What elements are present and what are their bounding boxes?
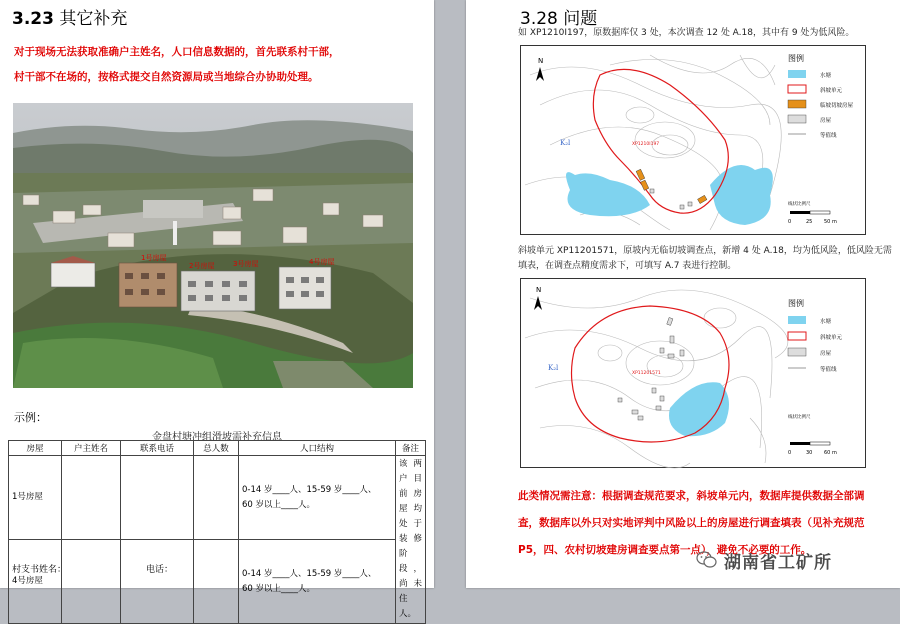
lithology-label: K₂l	[560, 139, 571, 147]
lithology-label: K₂l	[548, 364, 559, 372]
header-phone: 联系电话	[121, 441, 194, 456]
table-title: 金盘村塘冲组滑坡需补充信息	[152, 432, 282, 443]
legend-item: 房屋	[820, 351, 832, 357]
structure-cell	[239, 456, 396, 540]
structure-cell	[239, 540, 396, 624]
instruction-line-1: 对于现场无法获取准确户主姓名，人口信息数据的，首先联系村干部，	[14, 46, 340, 58]
house-cell: 4号房屋	[9, 540, 62, 624]
scale-title: 线状比例尺	[788, 202, 811, 207]
header-total: 总人数	[194, 441, 239, 456]
supplement-info-table	[8, 440, 426, 624]
legend-item: 水塘	[820, 319, 832, 325]
owner-cell	[62, 540, 121, 624]
slope-unit-id-label: XP11201571	[632, 371, 661, 376]
house-3	[181, 271, 255, 311]
legend-item: 斜坡单元	[820, 335, 843, 341]
structure-line: 0-14 岁____人、15-59 岁____人、	[242, 484, 377, 495]
aerial-village-photo	[13, 103, 413, 388]
header-owner: 户主姓名	[62, 441, 121, 456]
account-watermark	[696, 540, 896, 580]
legend-item: 斜坡单元	[820, 88, 843, 94]
section-number: 3.23	[12, 9, 54, 29]
total-cell	[194, 456, 239, 540]
instruction-line-2: 村干部不在场的，按格式提交自然资源局或当地综合办协助处理。	[14, 71, 319, 83]
svg-text:0: 0	[788, 450, 792, 456]
section-title: 其它补充	[59, 9, 128, 29]
svg-text:25: 25	[806, 219, 813, 225]
example-label: 示例：	[14, 411, 47, 424]
photo-label-4: 4号房屋	[309, 258, 335, 266]
phone-cell	[121, 540, 194, 624]
header-structure: 人口结构	[239, 441, 396, 456]
photo-label-2: 2号房屋	[189, 262, 215, 270]
watermark-text: 湖南省工矿所	[724, 552, 832, 573]
structure-line: 0-14 岁____人、15-59 岁____人、	[242, 568, 377, 579]
paragraph-2-line-2: 填表，在调查点精度需求下，可填写 A.7 表进行控制。	[518, 261, 737, 271]
svg-text:0: 0	[788, 219, 792, 225]
slope-unit-id-label: XP1210I197	[632, 142, 660, 147]
signature-phone-label: 电话：	[146, 565, 174, 575]
svg-text:30: 30	[806, 450, 813, 456]
left-document-page	[0, 0, 434, 619]
legend-item: 房屋	[820, 118, 832, 124]
legend-slope-swatch	[788, 332, 806, 340]
legend-water-swatch	[788, 70, 806, 78]
photo-label-1: 1号房屋	[141, 254, 167, 262]
svg-text:N: N	[536, 286, 542, 294]
svg-text:N: N	[538, 57, 544, 65]
wechat-icon	[696, 550, 718, 570]
phone-cell	[121, 456, 194, 540]
photo-label-3: 3号房屋	[233, 260, 259, 268]
house-4	[279, 267, 331, 309]
legend-slope-swatch	[788, 85, 806, 93]
legend-cut-house-swatch	[788, 100, 806, 108]
legend-item: 等值线	[820, 133, 837, 139]
section-heading-3-23	[12, 4, 127, 29]
legend-item: 临坡切坡房屋	[820, 103, 854, 109]
house-2	[119, 263, 177, 307]
table-row	[9, 540, 426, 624]
slope-unit-map-1	[520, 45, 866, 235]
legend-item: 水塘	[820, 73, 832, 79]
legend-title: 图例	[788, 299, 804, 308]
legend-house-swatch	[788, 348, 806, 356]
scale-title: 线状比例尺	[788, 415, 811, 420]
legend-water-swatch	[788, 316, 806, 324]
paragraph-2	[518, 244, 892, 274]
table-row	[9, 456, 426, 540]
structure-line: 60 岁以上____人。	[242, 499, 316, 510]
total-cell	[194, 540, 239, 624]
paragraph-2-line-1: 斜坡单元 XP11201571，原坡内无临切坡调查点，新增 4 处 A.18，均为低风险，低风险无需	[518, 246, 892, 256]
legend-item: 等值线	[820, 367, 837, 373]
header-house: 房屋	[9, 441, 62, 456]
slope-unit-map-2	[520, 278, 866, 468]
svg-text:60 m: 60 m	[824, 450, 837, 456]
legend-house-swatch	[788, 115, 806, 123]
structure-line: 60 岁以上____人。	[242, 583, 316, 594]
section-title: 问题	[563, 9, 598, 29]
header-note: 备注	[396, 441, 426, 456]
signature-name-label: 村支书姓名：	[12, 565, 67, 575]
right-document-page	[466, 0, 900, 588]
paragraph-1: 如 XP1210I197，原数据库仅 3 处，本次调查 12 处 A.18，其中有 9 处为低风险。	[518, 28, 855, 38]
legend-title: 图例	[788, 54, 804, 63]
svg-text:50 m: 50 m	[824, 219, 837, 225]
owner-cell	[62, 456, 121, 540]
attention-paragraph: 此类情况需注意：根据调查规范要求，斜坡单元内，数据库提供数据全部调查，数据库以外只对实地评判中风险以上的房屋进行调查填表（见补充规范 P5，四、农村切坡建房调查要点第一点），避免不必要的工作。	[518, 490, 865, 556]
section-number: 3.28	[520, 9, 558, 29]
note-cell: 该两户目前房屋均处于装修阶段，尚未住人。	[396, 456, 426, 624]
house-cell: 1号房屋	[9, 456, 62, 540]
